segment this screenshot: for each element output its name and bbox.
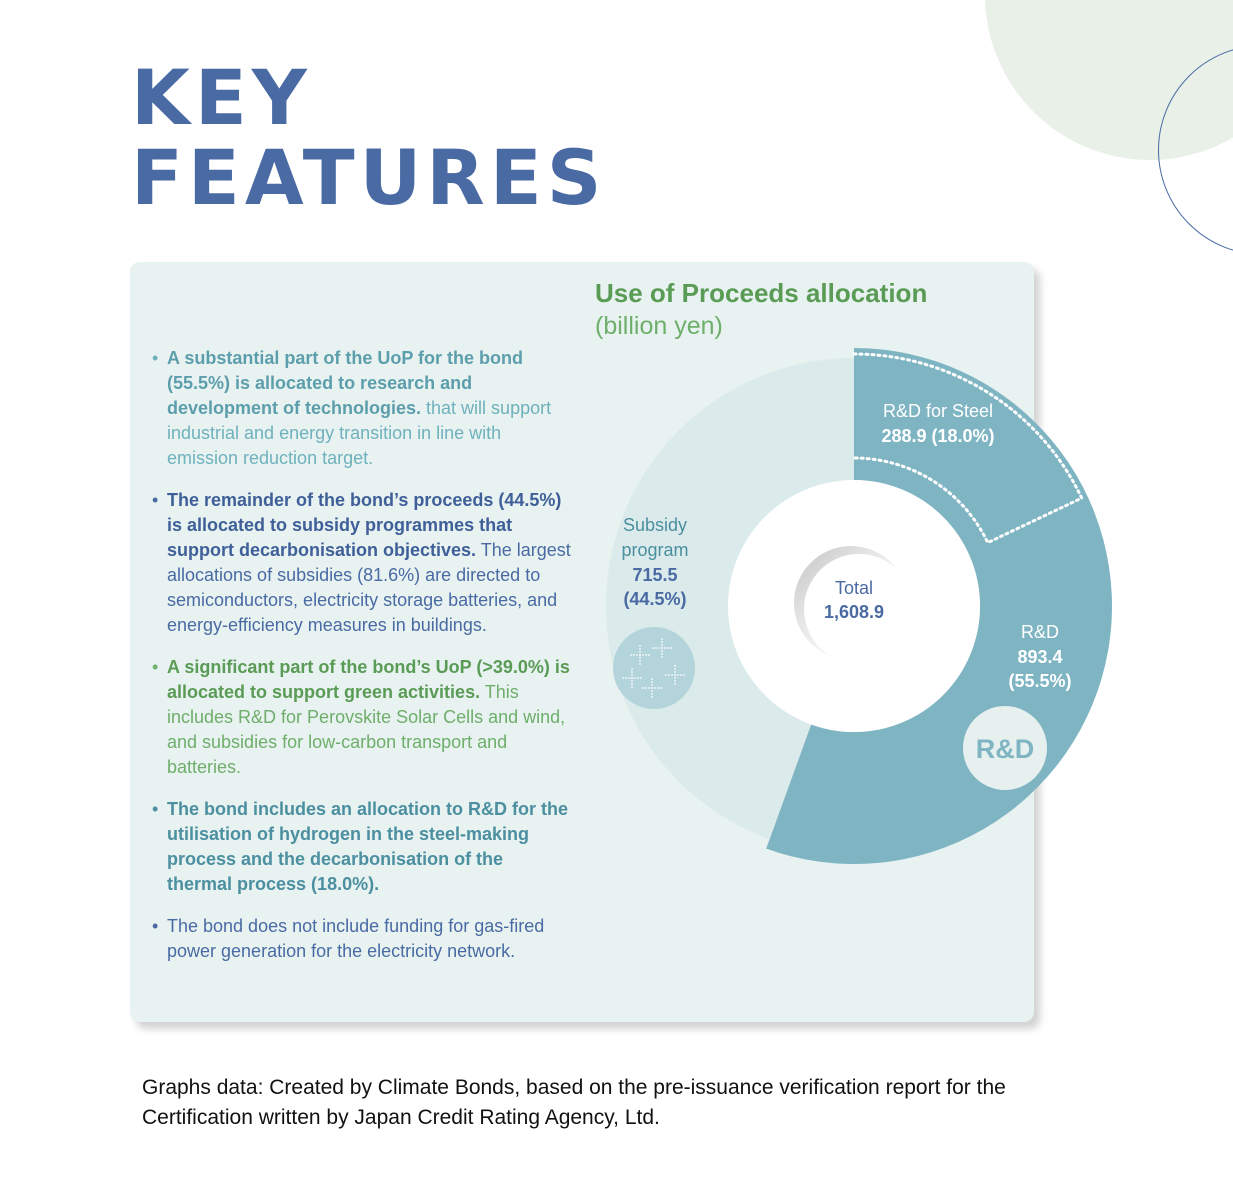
plus-dot <box>654 687 656 689</box>
plus-dot <box>633 654 635 656</box>
slice-label-subsidy-line2: program <box>621 540 689 560</box>
plus-dot <box>639 663 641 665</box>
plus-dot <box>651 681 653 683</box>
plus-dot <box>668 674 670 676</box>
plus-dot <box>670 647 672 649</box>
plus-dot <box>639 651 641 653</box>
plus-dot <box>648 654 650 656</box>
slice-label-subsidy-line1: Subsidy <box>622 515 688 535</box>
plus-dot <box>651 690 653 692</box>
page-title-line-1: KEY <box>131 53 312 142</box>
plus-dot <box>634 677 636 679</box>
chart-title: Use of Proceeds allocation <box>595 278 928 308</box>
plus-dot <box>625 677 627 679</box>
bullet-text: The bond does not include funding for gas-fired power generation for the electricity network. <box>167 916 545 961</box>
plus-dot <box>683 674 685 676</box>
icon-background <box>613 627 695 709</box>
bullet-text: that will support industrial and energy transition in line with emission reduction target. <box>167 398 552 468</box>
plus-dot <box>645 687 647 689</box>
plus-dot <box>652 647 654 649</box>
plus-dot <box>661 638 663 640</box>
plus-dot <box>648 687 650 689</box>
plus-dot <box>651 687 653 689</box>
slice-value-subsidy: 715.5 <box>632 565 678 585</box>
slice-label-rd: R&D <box>1020 622 1060 642</box>
page-title-line-2: FEATURES <box>131 133 607 222</box>
plus-dot <box>660 687 662 689</box>
plus-dot <box>661 647 663 649</box>
plus-dot <box>631 677 633 679</box>
plus-dot <box>658 647 660 649</box>
plus-dot <box>637 677 639 679</box>
plus-dot <box>639 657 641 659</box>
plus-dot <box>645 654 647 656</box>
plus-dot <box>651 696 653 698</box>
plus-dot <box>636 654 638 656</box>
center-total-value: 1,608.9 <box>823 602 885 622</box>
slice-value-rd: 893.4 <box>1017 647 1063 667</box>
sub-slice-value-steel: 288.9 (18.0%) <box>881 426 995 446</box>
plus-dot <box>642 654 644 656</box>
plus-dot <box>639 660 641 662</box>
plus-cluster-icon <box>613 627 695 709</box>
plus-dot <box>642 687 644 689</box>
plus-dot <box>674 671 676 673</box>
plus-dot <box>671 674 673 676</box>
plus-dot <box>674 665 676 667</box>
bullet-bold-text: The remainder of the bond’s proceeds (44.5%) is allocated to subsidy programmes that support decarbonisation objectives. <box>167 490 562 560</box>
plus-dot <box>674 674 676 676</box>
plus-dot <box>661 641 663 643</box>
plus-dot <box>631 668 633 670</box>
plus-dot <box>674 683 676 685</box>
plus-dot <box>674 680 676 682</box>
plus-dot <box>651 693 653 695</box>
plus-dot <box>677 674 679 676</box>
sub-slice-label-steel: R&D for Steel <box>882 401 994 421</box>
plus-dot <box>628 677 630 679</box>
plus-dot <box>640 677 642 679</box>
plus-dot <box>680 674 682 676</box>
plus-dot <box>674 668 676 670</box>
plus-dot <box>639 645 641 647</box>
bullet-text: The largest allocations of subsidies (81.6%) are directed to semiconductors, electricity storage batteries, and energy-efficiency measures in buildings. <box>167 540 571 635</box>
plus-dot <box>639 654 641 656</box>
plus-dot <box>631 680 633 682</box>
plus-dot <box>661 653 663 655</box>
plus-dot <box>661 656 663 658</box>
plus-dot <box>631 686 633 688</box>
plus-dot <box>674 677 676 679</box>
plus-dot <box>651 678 653 680</box>
bullet-text: This includes R&D for Perovskite Solar Cells and wind, and subsidies for low-carbon transport and batteries. <box>167 682 566 777</box>
plus-dot <box>639 648 641 650</box>
plus-dot <box>657 687 659 689</box>
bullet-bold-text: A significant part of the bond’s UoP (>39.0%) is allocated to support green activities. <box>167 657 570 702</box>
plus-dot <box>651 684 653 686</box>
source-note: Graphs data: Created by Climate Bonds, based on the pre-issuance verification report for the Certification written by Japan Credit Rating Agency, Ltd. <box>142 1076 1006 1129</box>
plus-dot <box>661 650 663 652</box>
plus-dot <box>667 647 669 649</box>
center-total-label: Total <box>834 578 874 598</box>
bullet-bold-text: The bond includes an allocation to R&D for the utilisation of hydrogen in the steel-making process and the decarbonisation of the thermal process (18.0%). <box>167 799 569 894</box>
plus-dot <box>631 683 633 685</box>
bullet-bold-text: A substantial part of the UoP for the bond (55.5%) is allocated to research and development of technologies. <box>167 348 524 418</box>
plus-dot <box>661 644 663 646</box>
slice-percent-subsidy: (44.5%) <box>623 589 687 609</box>
plus-dot <box>664 647 666 649</box>
slice-percent-rd: (55.5%) <box>1008 671 1072 691</box>
plus-dot <box>631 674 633 676</box>
plus-dot <box>655 647 657 649</box>
plus-dot <box>630 654 632 656</box>
plus-dot <box>665 674 667 676</box>
chart-subtitle: (billion yen) <box>595 312 723 340</box>
rd-badge-label: R&D <box>975 734 1035 764</box>
plus-dot <box>622 677 624 679</box>
plus-dot <box>631 671 633 673</box>
